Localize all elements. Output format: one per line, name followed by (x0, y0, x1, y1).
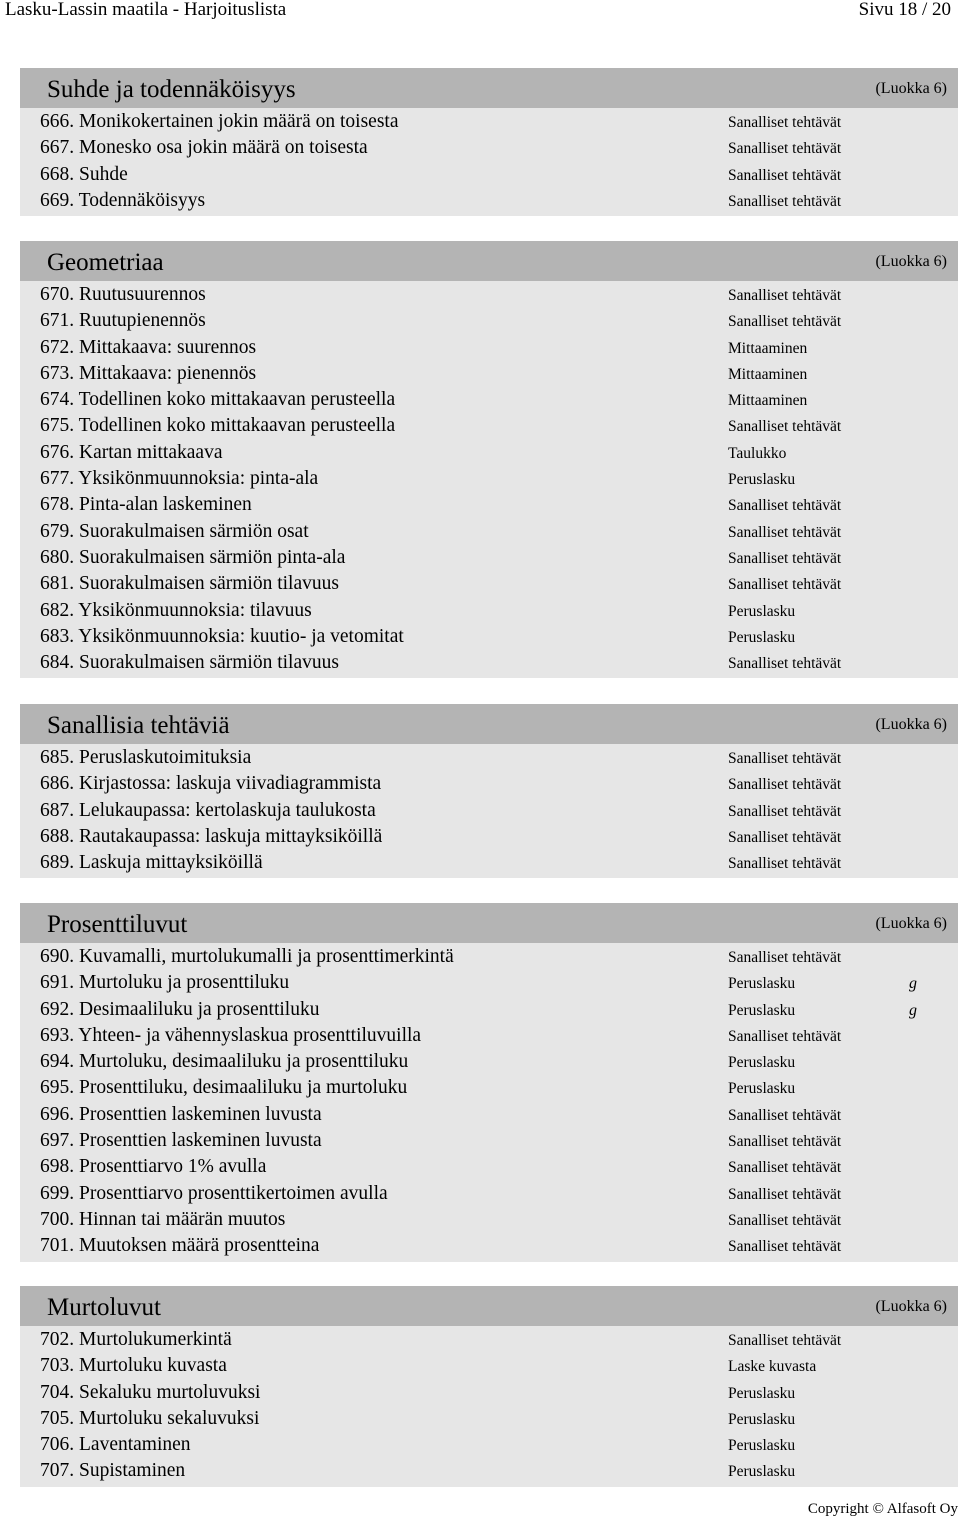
item-label: 680. Suorakulmaisen särmiön pinta-ala (40, 546, 346, 568)
item-label: 689. Laskuja mittayksiköillä (40, 852, 263, 874)
item-label: 669. Todennäköisyys (40, 189, 206, 211)
item-category: Sanalliset tehtävät (728, 523, 842, 541)
item-label: 672. Mittakaava: suurennos (40, 336, 257, 358)
item-label: 688. Rautakaupassa: laskuja mittayksiköillä (40, 825, 383, 847)
item-label: 681. Suorakulmaisen särmiön tilavuus (40, 573, 339, 595)
section-sanallisia (20, 704, 958, 878)
item-category: Peruslasku (728, 602, 796, 620)
list-item[interactable] (20, 798, 958, 824)
item-category: Peruslasku (728, 1054, 796, 1072)
list-item[interactable] (20, 1128, 958, 1154)
list-item[interactable] (20, 771, 958, 797)
item-label: 668. Suhde (40, 163, 128, 185)
document-title: Lasku-Lassin maatila - Harjoituslista (5, 0, 287, 20)
section-suhde (20, 68, 958, 216)
item-label: 707. Supistaminen (40, 1460, 186, 1482)
list-item[interactable] (20, 850, 958, 876)
item-label: 700. Hinnan tai määrän muutos (40, 1208, 286, 1230)
item-label: 702. Murtolukumerkintä (40, 1329, 232, 1350)
item-category: Peruslasku (728, 1463, 796, 1481)
list-item[interactable] (20, 824, 958, 850)
list-item[interactable] (20, 997, 958, 1023)
list-item[interactable] (20, 135, 958, 161)
item-category: Sanalliset tehtävät (728, 949, 842, 966)
list-item[interactable] (20, 745, 958, 771)
item-category: Sanalliset tehtävät (728, 828, 842, 846)
item-label: 667. Monesko osa jokin määrä on toisesta (40, 137, 368, 159)
item-label: 692. Desimaaliluku ja prosenttiluku (40, 998, 320, 1020)
list-item[interactable] (20, 162, 958, 188)
item-label: 695. Prosenttiluku, desimaaliluku ja murtoluku (40, 1077, 408, 1099)
list-item[interactable] (20, 466, 958, 492)
item-category: Sanalliset tehtävät (728, 776, 842, 794)
item-category: Sanalliset tehtävät (728, 313, 842, 331)
item-label: 691. Murtoluku ja prosenttiluku (40, 972, 290, 994)
item-label: 666. Monikokertainen jokin määrä on toisesta (40, 111, 399, 132)
item-category: Sanalliset tehtävät (728, 192, 842, 210)
list-item[interactable] (20, 1023, 958, 1049)
item-category: Peruslasku (728, 975, 796, 993)
item-category: Sanalliset tehtävät (728, 576, 842, 594)
section-header (20, 241, 958, 281)
item-label: 703. Murtoluku kuvasta (40, 1355, 227, 1377)
list-item[interactable] (20, 1181, 958, 1207)
section-title: Sanallisia tehtäviä (47, 712, 230, 739)
item-label: 690. Kuvamalli, murtolukumalli ja prosenttimerkintä (40, 946, 454, 967)
list-item[interactable] (20, 335, 958, 361)
item-label: 687. Lelukaupassa: kertolaskuja taulukosta (40, 799, 376, 821)
item-category: Mittaaminen (728, 392, 808, 410)
item-label: 699. Prosenttiarvo prosenttikertoimen avulla (40, 1182, 388, 1204)
list-item[interactable] (20, 519, 958, 545)
section-header (20, 704, 958, 744)
item-label: 678. Pinta-alan laskeminen (40, 494, 252, 516)
list-item[interactable] (20, 571, 958, 597)
item-category: Laske kuvasta (728, 1358, 817, 1376)
section-header (20, 903, 958, 943)
section-murtoluvut (20, 1286, 958, 1487)
list-item[interactable] (20, 492, 958, 518)
item-category: Sanalliset tehtävät (728, 1133, 842, 1151)
list-item[interactable] (20, 308, 958, 334)
item-category: Sanalliset tehtävät (728, 855, 842, 873)
item-category: Peruslasku (728, 628, 796, 646)
list-item[interactable] (20, 1154, 958, 1180)
item-label: 677. Yksikönmuunnoksia: pinta-ala (40, 468, 319, 490)
item-label: 673. Mittakaava: pienennös (40, 362, 257, 384)
list-item[interactable] (20, 1353, 958, 1379)
item-label: 671. Ruutupienennös (40, 310, 206, 332)
section-title: Prosenttiluvut (47, 911, 188, 938)
list-item[interactable] (20, 282, 958, 308)
item-category: Sanalliset tehtävät (728, 140, 842, 158)
item-category: Sanalliset tehtävät (728, 802, 842, 820)
item-category: Sanalliset tehtävät (728, 1332, 842, 1349)
item-label: 704. Sekaluku murtoluvuksi (40, 1381, 261, 1403)
item-label: 670. Ruutusuurennos (40, 284, 206, 305)
item-label: 705. Murtoluku sekaluvuksi (40, 1407, 260, 1429)
list-item[interactable] (20, 387, 958, 413)
list-item[interactable] (20, 1432, 958, 1458)
list-item[interactable] (20, 1380, 958, 1406)
list-item[interactable] (20, 1327, 958, 1353)
list-item[interactable] (20, 1406, 958, 1432)
item-category: Peruslasku (728, 1410, 796, 1428)
list-item[interactable] (20, 650, 958, 676)
list-item[interactable] (20, 109, 958, 135)
item-label: 675. Todellinen koko mittakaavan perusteella (40, 415, 396, 437)
item-category: Sanalliset tehtävät (728, 166, 842, 184)
page-header (0, 0, 960, 22)
list-item[interactable] (20, 1207, 958, 1233)
item-label: 686. Kirjastossa: laskuja viivadiagrammista (40, 773, 382, 795)
item-mark: g (909, 1001, 917, 1019)
item-category: Peruslasku (728, 471, 796, 489)
item-category: Sanalliset tehtävät (728, 1159, 842, 1177)
item-label: 706. Laventaminen (40, 1434, 191, 1456)
item-category: Sanalliset tehtävät (728, 655, 842, 673)
item-label: 676. Kartan mittakaava (40, 441, 223, 463)
item-category: Sanalliset tehtävät (728, 497, 842, 515)
item-label: 697. Prosenttien laskeminen luvusta (40, 1130, 322, 1152)
item-category: Sanalliset tehtävät (728, 1238, 842, 1256)
item-label: 685. Peruslaskutoimituksia (40, 747, 252, 768)
item-category: Peruslasku (728, 1384, 796, 1402)
list-item[interactable] (20, 188, 958, 214)
list-item[interactable] (20, 944, 958, 970)
section-prosenttiluvut (20, 903, 958, 1262)
item-mark: g (909, 975, 917, 993)
item-label: 701. Muutoksen määrä prosentteina (40, 1235, 320, 1257)
list-item[interactable] (20, 413, 958, 439)
section-title: Geometriaa (47, 249, 164, 276)
item-category: Sanalliset tehtävät (728, 418, 842, 436)
section-header (20, 1286, 958, 1326)
item-category: Peruslasku (728, 1080, 796, 1098)
list-item[interactable] (20, 1233, 958, 1259)
item-label: 679. Suorakulmaisen särmiön osat (40, 520, 309, 542)
list-item[interactable] (20, 361, 958, 387)
item-label: 698. Prosenttiarvo 1% avulla (40, 1156, 267, 1178)
item-label: 682. Yksikönmuunnoksia: tilavuus (40, 599, 312, 621)
item-category: Sanalliset tehtävät (728, 750, 842, 767)
list-item[interactable] (20, 598, 958, 624)
item-category: Sanalliset tehtävät (728, 287, 842, 304)
list-item[interactable] (20, 970, 958, 996)
list-item[interactable] (20, 440, 958, 466)
item-category: Sanalliset tehtävät (728, 1106, 842, 1124)
list-item[interactable] (20, 1075, 958, 1101)
section-grade: (Luokka 6) (875, 80, 947, 97)
section-grade: (Luokka 6) (875, 1298, 947, 1315)
item-label: 674. Todellinen koko mittakaavan perusteella (40, 389, 396, 411)
item-label: 684. Suorakulmaisen särmiön tilavuus (40, 652, 339, 674)
item-label: 693. Yhteen- ja vähennyslaskua prosenttiluvuilla (40, 1024, 422, 1046)
section-grade: (Luokka 6) (875, 253, 947, 270)
item-category: Taulukko (728, 444, 787, 462)
copyright-footer: Copyright © Alfasoft Oy (807, 1501, 958, 1517)
list-item[interactable] (20, 1049, 958, 1075)
item-category: Peruslasku (728, 1001, 796, 1019)
item-category: Sanalliset tehtävät (728, 1211, 842, 1229)
item-category: Sanalliset tehtävät (728, 114, 842, 131)
item-label: 694. Murtoluku, desimaaliluku ja prosenttiluku (40, 1051, 409, 1073)
item-label: 683. Yksikönmuunnoksia: kuutio- ja vetomitat (40, 625, 404, 647)
list-item[interactable] (20, 1458, 958, 1484)
section-title: Murtoluvut (47, 1294, 161, 1321)
list-item[interactable] (20, 624, 958, 650)
section-grade: (Luokka 6) (875, 915, 947, 932)
section-grade: (Luokka 6) (875, 716, 947, 733)
section-title: Suhde ja todennäköisyys (47, 76, 296, 103)
item-category: Peruslasku (728, 1437, 796, 1455)
page-number: Sivu 18 / 20 (858, 0, 951, 20)
list-item[interactable] (20, 545, 958, 571)
section-geometriaa (20, 241, 958, 678)
item-category: Sanalliset tehtävät (728, 549, 842, 567)
item-category: Sanalliset tehtävät (728, 1027, 842, 1045)
list-item[interactable] (20, 1102, 958, 1128)
section-header (20, 68, 958, 108)
item-category: Sanalliset tehtävät (728, 1185, 842, 1203)
item-category: Mittaaminen (728, 339, 808, 357)
item-category: Mittaaminen (728, 365, 808, 383)
item-label: 696. Prosenttien laskeminen luvusta (40, 1103, 322, 1125)
